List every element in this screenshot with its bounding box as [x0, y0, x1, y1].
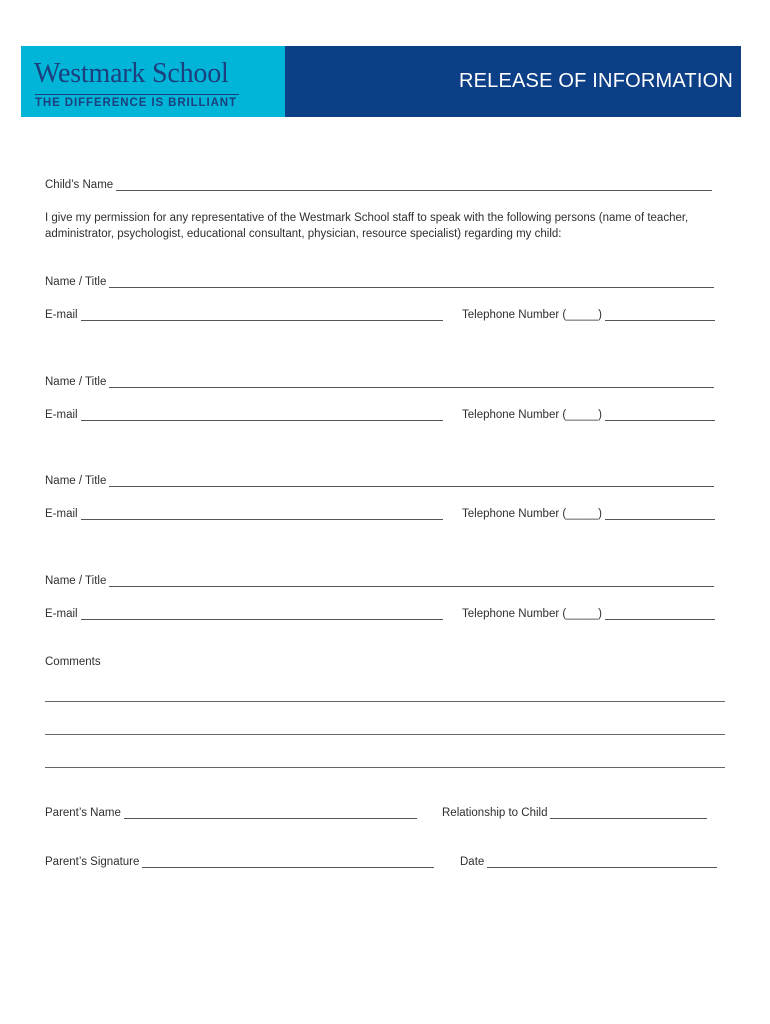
parent-signature-label: Parent’s Signature	[45, 856, 140, 868]
school-logo	[21, 46, 285, 117]
school-tagline: THE DIFFERENCE IS BRILLIANT	[35, 97, 237, 109]
signature-row	[45, 855, 434, 868]
contact-email-label: E-mail	[45, 309, 78, 321]
contact-2-email-row	[45, 408, 443, 421]
contact-name-label: Name / Title	[45, 475, 107, 487]
contact-4-name-row	[45, 574, 714, 587]
contact-2-name-row	[45, 375, 714, 388]
contact-phone-label: Telephone Number (_____)	[462, 409, 603, 421]
contact-2-name-field[interactable]	[109, 375, 714, 388]
contact-1-email-field[interactable]	[81, 308, 443, 321]
contact-3-name-row	[45, 474, 714, 487]
contact-4-name-field[interactable]	[109, 574, 714, 587]
contact-1-phone-row	[462, 308, 715, 321]
contact-email-label: E-mail	[45, 508, 78, 520]
date-label: Date	[460, 856, 485, 868]
contact-4-email-field[interactable]	[81, 607, 443, 620]
form-title: RELEASE OF INFORMATION	[458, 70, 733, 92]
child-name-row	[45, 178, 712, 191]
relationship-row	[442, 806, 707, 819]
contact-1-name-row	[45, 275, 714, 288]
contact-phone-label: Telephone Number (_____)	[462, 608, 603, 620]
comments-row	[45, 656, 101, 668]
contact-3-email-field[interactable]	[81, 507, 443, 520]
permission-statement: I give my permission for any representative of the Westmark School staff to speak with the following persons (name of teacher, administrator, psychologist, educational consultant, physician, resource specialist) regarding my child:	[45, 212, 689, 240]
contact-3-phone-row	[462, 507, 715, 520]
contact-3-phone-field[interactable]	[605, 507, 715, 520]
logo-divider	[35, 94, 239, 95]
contact-3-email-row	[45, 507, 443, 520]
contact-1-name-field[interactable]	[109, 275, 714, 288]
contact-4-phone-row	[462, 607, 715, 620]
comments-line-1[interactable]	[45, 701, 725, 702]
contact-2-email-field[interactable]	[81, 408, 443, 421]
child-name-label: Child’s Name	[45, 179, 114, 191]
contact-3-name-field[interactable]	[109, 474, 714, 487]
contact-name-label: Name / Title	[45, 575, 107, 587]
comments-label: Comments	[45, 656, 101, 668]
contact-1-email-row	[45, 308, 443, 321]
contact-4-email-row	[45, 607, 443, 620]
parent-name-field[interactable]	[124, 806, 417, 819]
date-field[interactable]	[487, 855, 717, 868]
contact-name-label: Name / Title	[45, 276, 107, 288]
parent-name-label: Parent’s Name	[45, 807, 121, 819]
parent-name-row	[45, 806, 417, 819]
relationship-field[interactable]	[550, 806, 707, 819]
contact-1-phone-field[interactable]	[605, 308, 715, 321]
title-banner	[285, 46, 741, 117]
comments-line-2[interactable]	[45, 734, 725, 735]
contact-email-label: E-mail	[45, 409, 78, 421]
contact-2-phone-field[interactable]	[605, 408, 715, 421]
contact-2-phone-row	[462, 408, 715, 421]
contact-phone-label: Telephone Number (_____)	[462, 309, 603, 321]
form-header	[21, 46, 741, 117]
contact-email-label: E-mail	[45, 608, 78, 620]
parent-signature-field[interactable]	[142, 855, 434, 868]
school-name: Westmark School	[34, 58, 229, 89]
relationship-label: Relationship to Child	[442, 807, 548, 819]
contact-phone-label: Telephone Number (_____)	[462, 508, 603, 520]
contact-name-label: Name / Title	[45, 376, 107, 388]
date-row	[460, 855, 717, 868]
contact-4-phone-field[interactable]	[605, 607, 715, 620]
child-name-field[interactable]	[116, 178, 712, 191]
comments-line-3[interactable]	[45, 767, 725, 768]
